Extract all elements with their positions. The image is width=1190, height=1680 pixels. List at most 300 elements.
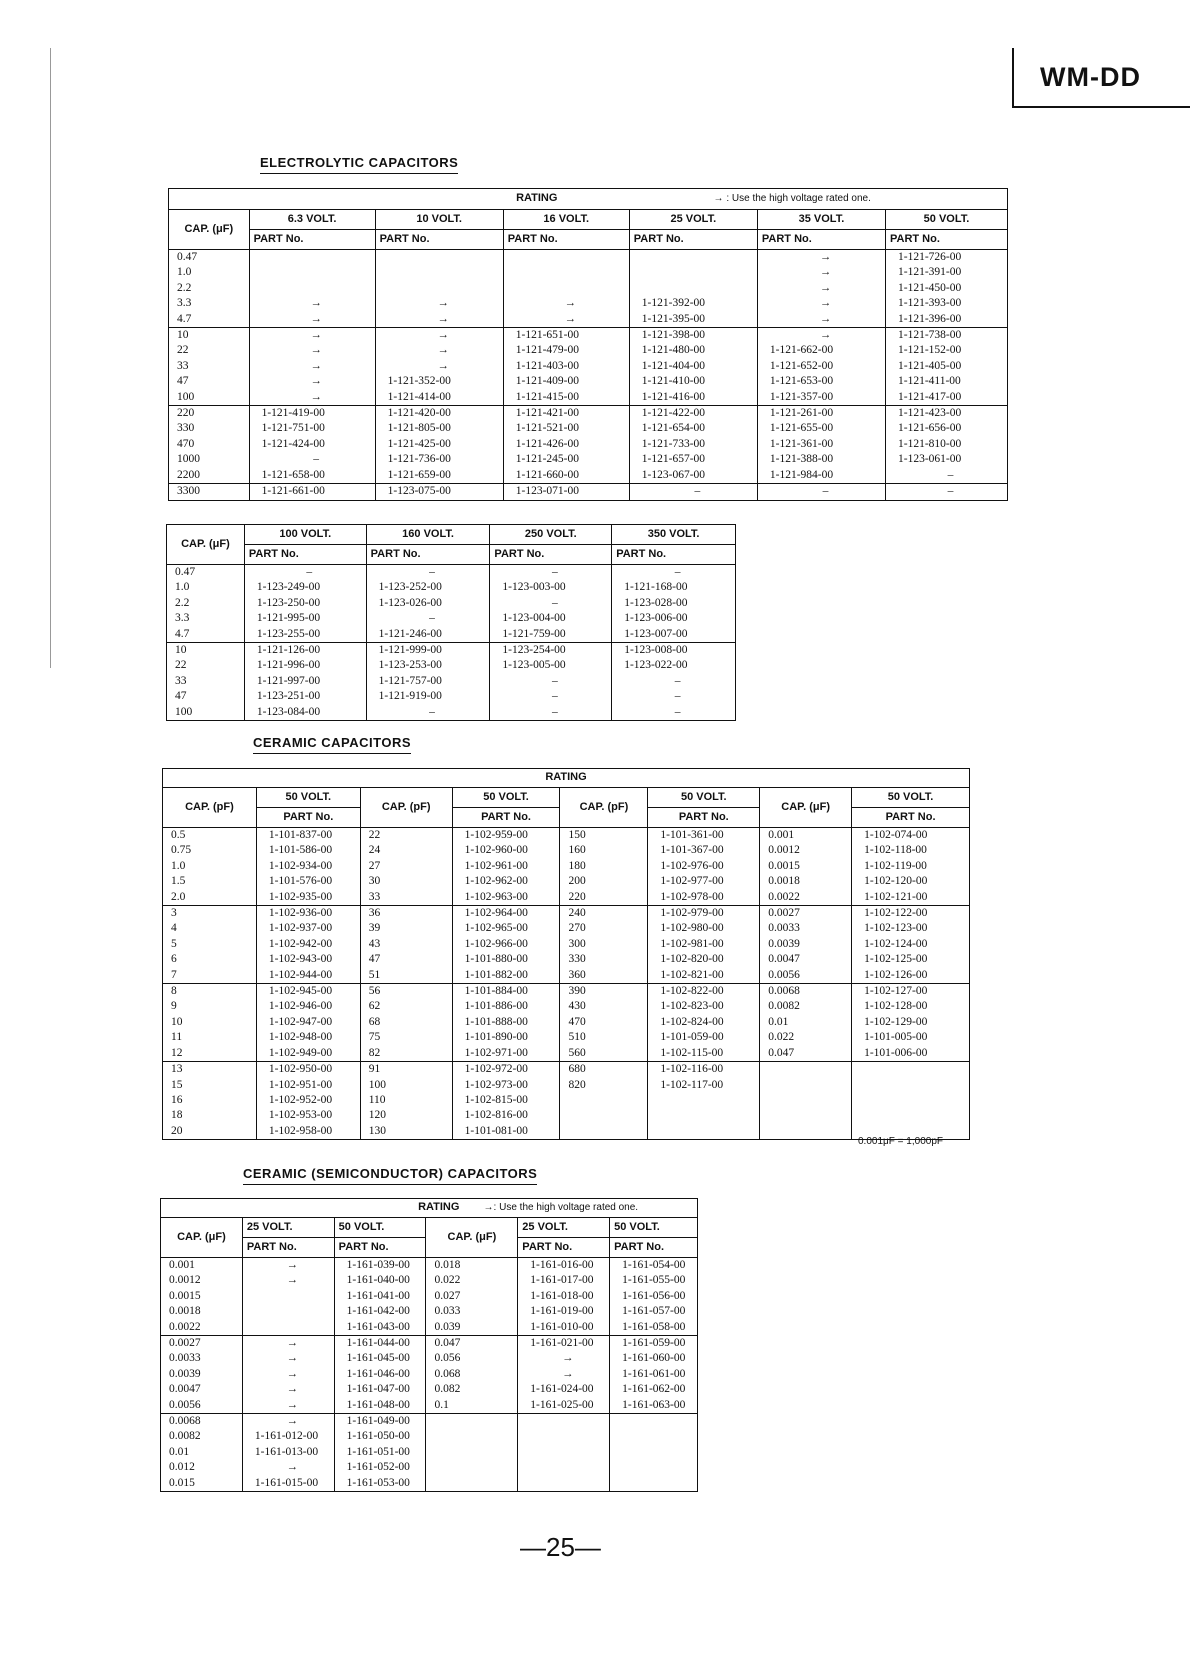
table-cell: 1-121-480-00	[629, 343, 757, 358]
table-cell: 22	[169, 343, 250, 358]
table-row	[169, 359, 1008, 374]
table-cell: 1-102-074-00	[852, 828, 970, 844]
table-cell: 15	[163, 1078, 257, 1093]
electrolytic-body	[169, 250, 1008, 501]
table-cell: 1-102-816-00	[452, 1108, 560, 1123]
table-cell: 1-101-367-00	[648, 843, 760, 858]
part-header: PART No.	[610, 1238, 698, 1258]
table-cell: 1-121-653-00	[757, 374, 885, 389]
table-cell: 0.0056	[161, 1398, 243, 1414]
table-cell: 68	[360, 1015, 452, 1030]
table-cell: →	[757, 312, 885, 328]
table-cell: 0.0047	[161, 1382, 243, 1397]
table-cell: 91	[360, 1062, 452, 1078]
table-cell: 0.056	[426, 1351, 518, 1366]
table-cell: 1-102-935-00	[256, 890, 360, 906]
table-cell: 1-121-660-00	[503, 468, 629, 484]
table-cell: →	[757, 296, 885, 311]
table-cell: 390	[560, 984, 648, 1000]
table-cell: 3.3	[169, 296, 250, 311]
table-cell: 330	[560, 952, 648, 967]
table-cell: 1-102-948-00	[256, 1030, 360, 1045]
table-cell: 1-123-251-00	[244, 689, 366, 704]
volt-header: 10 VOLT.	[375, 210, 503, 230]
table-cell: 0.022	[426, 1273, 518, 1288]
table-cell: 1.5	[163, 874, 257, 889]
table-cell: 7	[163, 968, 257, 984]
table-cell: –	[490, 689, 612, 704]
electrolytic-hv-table	[166, 524, 736, 721]
table-cell: 3	[163, 906, 257, 922]
table-cell: 100	[360, 1078, 452, 1093]
table-cell: 2200	[169, 468, 250, 484]
table-cell: 1-121-392-00	[629, 296, 757, 311]
table-cell: 0.0015	[760, 859, 852, 874]
table-cell: 0.027	[426, 1289, 518, 1304]
table-cell: 1-161-013-00	[242, 1445, 334, 1460]
table-cell: →	[242, 1382, 334, 1397]
table-cell: 1-102-979-00	[648, 906, 760, 922]
table-cell: 1-161-044-00	[334, 1336, 426, 1352]
table-cell: 1-161-039-00	[334, 1258, 426, 1274]
table-cell: 1-121-919-00	[366, 689, 490, 704]
table-cell: 1-123-003-00	[490, 580, 612, 595]
table-cell: 0.1	[426, 1398, 518, 1414]
table-cell: 1-161-051-00	[334, 1445, 426, 1460]
table-row	[163, 1093, 970, 1108]
table-cell: 82	[360, 1046, 452, 1062]
table-cell: –	[366, 611, 490, 626]
table-cell: 100	[169, 390, 250, 406]
table-row	[161, 1398, 698, 1414]
table-cell: 0.0027	[161, 1336, 243, 1352]
table-cell	[648, 1093, 760, 1108]
table-row	[161, 1414, 698, 1430]
table-cell: →	[518, 1367, 610, 1382]
table-cell: 1-123-022-00	[612, 658, 736, 673]
table-cell: 1-121-423-00	[886, 406, 1008, 422]
table-row	[163, 1030, 970, 1045]
table-row	[161, 1320, 698, 1336]
table-cell: 0.0022	[161, 1320, 243, 1336]
table-cell: –	[757, 484, 885, 500]
table-cell: 20	[163, 1124, 257, 1140]
table-cell	[242, 1304, 334, 1319]
table-cell: →	[375, 296, 503, 311]
table-cell: 1-161-058-00	[610, 1320, 698, 1336]
table-cell: 1-102-976-00	[648, 859, 760, 874]
table-cell: 0.0047	[760, 952, 852, 967]
table-row	[161, 1304, 698, 1319]
table-cell: 1-121-479-00	[503, 343, 629, 358]
table-cell	[648, 1108, 760, 1123]
table-cell	[760, 1124, 852, 1140]
table-cell	[852, 1078, 970, 1093]
rating-row	[169, 189, 1008, 210]
cap-header: CAP. (pF)	[360, 788, 452, 828]
table-cell: 1-121-352-00	[375, 374, 503, 389]
table-cell: 510	[560, 1030, 648, 1045]
table-row	[163, 1108, 970, 1123]
table-cell: 27	[360, 859, 452, 874]
table-cell: 1-121-403-00	[503, 359, 629, 374]
table-cell: 1-102-981-00	[648, 937, 760, 952]
part-header: PART No.	[503, 230, 629, 250]
table-cell	[518, 1414, 610, 1430]
table-cell: →	[503, 296, 629, 311]
table-cell: 22	[167, 658, 245, 673]
table-cell: 680	[560, 1062, 648, 1078]
table-cell: 47	[360, 952, 452, 967]
table-cell: 1-102-121-00	[852, 890, 970, 906]
table-cell: →	[249, 359, 375, 374]
table-row	[167, 565, 736, 581]
table-cell: –	[366, 705, 490, 721]
table-cell: 820	[560, 1078, 648, 1093]
table-cell: →	[249, 328, 375, 344]
table-row	[169, 250, 1008, 266]
table-cell: 1-102-977-00	[648, 874, 760, 889]
table-cell: 1-121-416-00	[629, 390, 757, 406]
ceramic-table	[162, 768, 970, 1140]
table-cell	[610, 1460, 698, 1475]
table-cell: 330	[169, 421, 250, 436]
table-cell	[503, 265, 629, 280]
table-cell: 1-102-821-00	[648, 968, 760, 984]
table-cell: 1-121-357-00	[757, 390, 885, 406]
table-cell: 1-123-250-00	[244, 596, 366, 611]
table-cell: 1-123-005-00	[490, 658, 612, 673]
table-cell: 1-102-972-00	[452, 1062, 560, 1078]
table-cell: 6	[163, 952, 257, 967]
table-cell: 1-102-125-00	[852, 952, 970, 967]
table-cell: →	[757, 281, 885, 296]
table-cell: 10	[167, 643, 245, 659]
table-cell: –	[366, 565, 490, 581]
table-cell: 1-102-962-00	[452, 874, 560, 889]
part-header: PART No.	[249, 230, 375, 250]
table-cell: 22	[360, 828, 452, 844]
table-cell: 1-102-937-00	[256, 921, 360, 936]
table-cell: 1-123-253-00	[366, 658, 490, 673]
table-cell: 5	[163, 937, 257, 952]
volt-header: 100 VOLT.	[244, 525, 366, 545]
table-cell: 13	[163, 1062, 257, 1078]
table-cell: 1-121-661-00	[249, 484, 375, 500]
table-cell: 360	[560, 968, 648, 984]
table-cell: 51	[360, 968, 452, 984]
table-cell: 1-101-006-00	[852, 1046, 970, 1062]
table-cell: 1-121-997-00	[244, 674, 366, 689]
table-cell: 4.7	[169, 312, 250, 328]
table-cell: 1-121-658-00	[249, 468, 375, 484]
table-cell: 0.0027	[760, 906, 852, 922]
table-row	[169, 437, 1008, 452]
table-cell: 1-102-958-00	[256, 1124, 360, 1140]
table-cell: 1-102-960-00	[452, 843, 560, 858]
table-cell: 0.01	[161, 1445, 243, 1460]
rating-note: → : Use the high voltage rated one.	[713, 193, 871, 205]
table-cell: 1-121-420-00	[375, 406, 503, 422]
table-row	[163, 1046, 970, 1062]
part-header: PART No.	[629, 230, 757, 250]
table-cell: →	[757, 265, 885, 280]
table-cell: 270	[560, 921, 648, 936]
table-cell: 1-121-726-00	[886, 250, 1008, 266]
table-cell: 110	[360, 1093, 452, 1108]
table-cell: 1-123-007-00	[612, 627, 736, 643]
electrolytic-table	[168, 188, 1008, 501]
table-cell: –	[886, 468, 1008, 484]
table-cell: 1-102-966-00	[452, 937, 560, 952]
table-cell: 470	[560, 1015, 648, 1030]
ceramic-title: CERAMIC CAPACITORS	[253, 735, 411, 754]
table-cell: 1-161-040-00	[334, 1273, 426, 1288]
table-cell: 1-161-025-00	[518, 1398, 610, 1414]
table-cell: 0.0018	[760, 874, 852, 889]
table-cell: 1-102-824-00	[648, 1015, 760, 1030]
table-row	[169, 343, 1008, 358]
table-row	[163, 984, 970, 1000]
table-cell: 300	[560, 937, 648, 952]
part-header: PART No.	[366, 545, 490, 565]
table-cell: 0.047	[426, 1336, 518, 1352]
table-cell: –	[886, 484, 1008, 500]
cap-header: CAP. (μF)	[426, 1218, 518, 1258]
table-cell: 9	[163, 999, 257, 1014]
table-row	[169, 484, 1008, 500]
table-cell: 1-121-152-00	[886, 343, 1008, 358]
table-cell: 1-161-053-00	[334, 1476, 426, 1492]
table-cell	[249, 281, 375, 296]
table-cell: 1-161-016-00	[518, 1258, 610, 1274]
table-cell	[760, 1078, 852, 1093]
table-cell: 1-102-823-00	[648, 999, 760, 1014]
table-cell: 1-101-888-00	[452, 1015, 560, 1030]
table-row	[163, 1078, 970, 1093]
table-cell: 0.0022	[760, 890, 852, 906]
table-cell: 1-102-115-00	[648, 1046, 760, 1062]
table-cell	[760, 1108, 852, 1123]
table-row	[167, 705, 736, 721]
table-cell	[426, 1476, 518, 1492]
table-cell	[610, 1476, 698, 1492]
table-cell: 1-101-880-00	[452, 952, 560, 967]
table-cell: 1-101-081-00	[452, 1124, 560, 1140]
table-cell: 1-161-055-00	[610, 1273, 698, 1288]
table-cell: 43	[360, 937, 452, 952]
table-cell: 1-121-759-00	[490, 627, 612, 643]
table-cell: →	[242, 1273, 334, 1288]
table-cell	[242, 1289, 334, 1304]
table-row	[163, 859, 970, 874]
table-cell: 1-161-062-00	[610, 1382, 698, 1397]
table-cell: 130	[360, 1124, 452, 1140]
table-cell: 1-102-965-00	[452, 921, 560, 936]
table-cell: 0.047	[760, 1046, 852, 1062]
table-cell	[629, 250, 757, 266]
part-header: PART No.	[242, 1238, 334, 1258]
table-cell	[518, 1460, 610, 1475]
table-row	[163, 937, 970, 952]
table-cell: 1-161-042-00	[334, 1304, 426, 1319]
table-cell: 1-123-067-00	[629, 468, 757, 484]
table-cell: 0.5	[163, 828, 257, 844]
part-header: PART No.	[375, 230, 503, 250]
table-row	[167, 689, 736, 704]
table-cell	[760, 1093, 852, 1108]
table-cell: 1-161-018-00	[518, 1289, 610, 1304]
table-row	[167, 674, 736, 689]
table-row	[169, 468, 1008, 484]
table-cell: →	[249, 296, 375, 311]
table-cell: 1-123-255-00	[244, 627, 366, 643]
table-cell: 1-121-404-00	[629, 359, 757, 374]
table-cell: 1-121-656-00	[886, 421, 1008, 436]
volt-header: 50 VOLT.	[452, 788, 560, 808]
volt-header: 6.3 VOLT.	[249, 210, 375, 230]
table-row	[163, 968, 970, 984]
table-cell	[375, 250, 503, 266]
volt-header: 50 VOLT.	[334, 1218, 426, 1238]
table-cell: 1-102-959-00	[452, 828, 560, 844]
cap-header: CAP. (μF)	[760, 788, 852, 828]
volt-header: 35 VOLT.	[757, 210, 885, 230]
table-cell: 33	[169, 359, 250, 374]
table-cell: 150	[560, 828, 648, 844]
volt-header: 16 VOLT.	[503, 210, 629, 230]
table-cell: →	[249, 390, 375, 406]
volt-header: 50 VOLT.	[610, 1218, 698, 1238]
table-cell: 36	[360, 906, 452, 922]
table-cell	[518, 1429, 610, 1444]
table-cell: 1-121-995-00	[244, 611, 366, 626]
table-cell: 8	[163, 984, 257, 1000]
table-cell: –	[490, 565, 612, 581]
table-cell: 1-102-971-00	[452, 1046, 560, 1062]
table-row	[163, 921, 970, 936]
ceramic-body	[163, 828, 970, 1140]
table-row	[161, 1460, 698, 1475]
table-cell: 1-121-419-00	[249, 406, 375, 422]
table-cell: 1-161-060-00	[610, 1351, 698, 1366]
table-cell: 0.015	[161, 1476, 243, 1492]
table-cell: 1-121-805-00	[375, 421, 503, 436]
table-cell: 0.0018	[161, 1304, 243, 1319]
table-cell: 0.0033	[161, 1351, 243, 1366]
table-cell: 1-121-657-00	[629, 452, 757, 467]
table-cell: 240	[560, 906, 648, 922]
rating-label: RATING	[418, 1201, 460, 1214]
table-cell: 1-102-978-00	[648, 890, 760, 906]
cap-header: CAP. (μF)	[161, 1218, 243, 1258]
table-cell: 1-121-424-00	[249, 437, 375, 452]
table-cell: 1-102-964-00	[452, 906, 560, 922]
table-cell: →	[375, 328, 503, 344]
table-cell: 1-121-245-00	[503, 452, 629, 467]
table-cell: →	[518, 1351, 610, 1366]
table-cell: 1-121-733-00	[629, 437, 757, 452]
cap-header: CAP. (μF)	[167, 525, 245, 565]
volt-header: 25 VOLT.	[518, 1218, 610, 1238]
table-cell: 1-121-410-00	[629, 374, 757, 389]
table-cell: 470	[169, 437, 250, 452]
table-cell: 1-101-005-00	[852, 1030, 970, 1045]
table-cell	[560, 1108, 648, 1123]
table-cell: 1-121-391-00	[886, 265, 1008, 280]
table-cell: 160	[560, 843, 648, 858]
volt-header: 50 VOLT.	[648, 788, 760, 808]
table-cell: 1-102-950-00	[256, 1062, 360, 1078]
table-cell: 0.0082	[161, 1429, 243, 1444]
table-cell: 1-121-757-00	[366, 674, 490, 689]
table-cell: –	[612, 689, 736, 704]
table-cell: 1-123-008-00	[612, 643, 736, 659]
table-cell: 1-161-012-00	[242, 1429, 334, 1444]
table-cell	[249, 265, 375, 280]
table-cell: –	[612, 674, 736, 689]
table-row	[169, 406, 1008, 422]
cap-header: CAP. (pF)	[560, 788, 648, 828]
table-cell: 1-123-071-00	[503, 484, 629, 500]
table-cell: 1-123-249-00	[244, 580, 366, 595]
table-row	[167, 611, 736, 626]
table-cell: 0.039	[426, 1320, 518, 1336]
table-cell: 1-102-119-00	[852, 859, 970, 874]
table-cell: 62	[360, 999, 452, 1014]
table-cell: 1-102-943-00	[256, 952, 360, 967]
table-cell: 1-101-890-00	[452, 1030, 560, 1045]
electrolytic-hv-body	[167, 565, 736, 721]
table-cell: 0.75	[163, 843, 257, 858]
table-cell: 1-102-116-00	[648, 1062, 760, 1078]
table-cell	[852, 1093, 970, 1108]
table-cell: 1-121-411-00	[886, 374, 1008, 389]
table-cell: 1-121-415-00	[503, 390, 629, 406]
table-cell: 0.0015	[161, 1289, 243, 1304]
table-cell: →	[503, 312, 629, 328]
table-cell: 1-121-393-00	[886, 296, 1008, 311]
table-cell: 1-161-054-00	[610, 1258, 698, 1274]
table-cell: 0.001	[161, 1258, 243, 1274]
table-cell: 1-102-822-00	[648, 984, 760, 1000]
table-cell: 1-123-006-00	[612, 611, 736, 626]
table-cell: 12	[163, 1046, 257, 1062]
table-row	[163, 906, 970, 922]
table-cell: 0.01	[760, 1015, 852, 1030]
table-cell: 430	[560, 999, 648, 1014]
table-cell: 1-161-050-00	[334, 1429, 426, 1444]
table-cell	[560, 1093, 648, 1108]
table-row	[161, 1336, 698, 1352]
table-cell: 18	[163, 1108, 257, 1123]
table-cell: 1-123-252-00	[366, 580, 490, 595]
part-header: PART No.	[648, 808, 760, 828]
table-cell	[852, 1062, 970, 1078]
table-cell: 1-121-662-00	[757, 343, 885, 358]
table-cell: 1-121-261-00	[757, 406, 885, 422]
volt-header: 160 VOLT.	[366, 525, 490, 545]
table-cell: –	[612, 565, 736, 581]
table-row	[167, 643, 736, 659]
table-cell: 1-123-004-00	[490, 611, 612, 626]
table-cell: 1-161-041-00	[334, 1289, 426, 1304]
table-row	[163, 1124, 970, 1140]
table-cell: 1-161-024-00	[518, 1382, 610, 1397]
table-cell: 1.0	[167, 580, 245, 595]
table-cell: →	[249, 374, 375, 389]
table-cell: 2.2	[169, 281, 250, 296]
